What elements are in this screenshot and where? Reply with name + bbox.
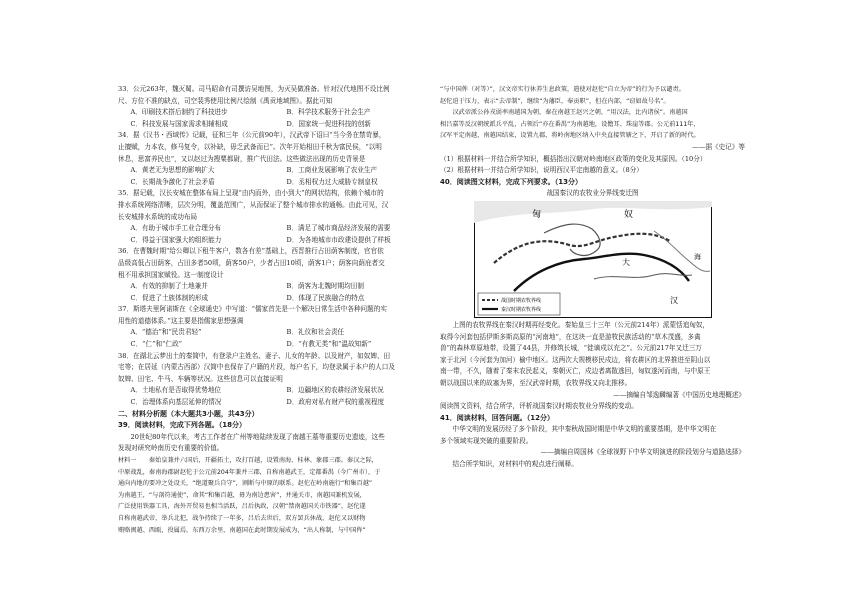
map-label: 大 (621, 257, 630, 267)
material-line: 贿赂闽越、西瓯，役属焉，东西万余里，南越国在此时期发展成为，“出人称制，与中国侔” (118, 526, 366, 534)
option-b: B．工商业发展影响了农业生产 (286, 166, 378, 175)
material-source: ——摘编自周国林《全球视野下中华文明演进的阶段划分与道路选择》 (540, 448, 745, 457)
options (118, 385, 430, 408)
option-c: C．得益于国家强大的组织能力 (130, 235, 222, 244)
options (118, 107, 430, 130)
option-b: B．边疆地区的农耕经济发展状况 (286, 386, 384, 395)
option-d: D．“有教无类”和“温故知新” (286, 340, 372, 349)
option-d: D．国家统一促进科技的创新 (286, 119, 371, 128)
map-text-line: 南一带，不久，随着了秦末农民起义，秦朝灭亡，戍边者离散逃回，匈奴遂河而南，与中原王 (440, 367, 711, 376)
question-35 (118, 188, 430, 246)
map-title: 战国秦汉的农牧业分界线变迁图 (546, 189, 639, 198)
question-39 (118, 420, 430, 536)
sub-question: 阅读图文资料，结合所学，评析战国秦汉时期农牧业分界线的变动。 (440, 402, 638, 411)
option-a: A．土地私有是否取得优势地位 (130, 386, 222, 395)
question-stem: 38．在湖北云梦出土的秦简中，有登录户主姓名、妻子、儿女的年龄、以及财产，如奴婢、田 (118, 351, 391, 360)
material-line: 中华文明的发展历经了多个阶段，其中秦秋战国时期是中华文明的重要基期，是中华文明在 (452, 425, 717, 434)
question-stem: 休息，思富养民也”，又以赵过为搜粟都尉，推广代田法。这些做法出现的历史背景是 (118, 154, 366, 163)
sub-question: （2）根据材料一并结合所学知识，说明西汉平定南越的意义。（8分） (440, 166, 643, 175)
question-stem: 奴婢、田宅、牛马、车辆等状况。这些信息可以直接证明 (118, 374, 283, 383)
map-label: 汉 (669, 295, 678, 305)
option-c: C．长期战争激化了社会矛盾 (130, 177, 215, 186)
option-c: C．促进了土族体制的形成 (130, 293, 209, 302)
option-a: A．“德治”和“民贵君轻” (130, 328, 202, 337)
material-line: 中原战乱，秦南海郡尉赵佗于公元前204年兼并三郡，自称南越武王，定都番禺（今广州市），于 (118, 468, 381, 476)
question-stem: 35．据记载，汉长安城在整体布局上呈现“由内而外，由小到大”的网状结构，依赖个城市的 (118, 189, 384, 198)
option-b: B．科学技术服务于社会生产 (286, 108, 371, 117)
question-stem: 止擅赋，力本农，修马复令，以补缺，毋乏武备而已”。次年开始相田千秋为富民侯，“以明 (118, 142, 382, 151)
material-source: ——摘编自邹逸麟编著《中国历史地理概述》 (613, 390, 745, 399)
option-d: D．政府对私有财产权的重视程度 (286, 398, 385, 407)
option-c: C．治理体系向基层延伸的情况 (130, 398, 222, 407)
map-text-line: 兽”的森林草原地带，设置了44县，并修筑长城，“徙谪戍以充之”。公元前217年又迁三万 (440, 344, 702, 353)
map-label: 奴 (623, 209, 633, 220)
question-stem: 品级高低占田荫客，占田多者50顷，荫客50户，少者占田10顷，荫客1户；荫客向荫庇者交 (118, 258, 385, 267)
question-stem: 尺、方位不准的缺点，司空裴秀使用比例尺绘制《禹贡地域图》。据此可知 (118, 96, 333, 105)
sub-question: 结合所学知识，对材料中的观点进行阐释。 (452, 460, 578, 469)
material-line: “与中国侔（对等）”，汉文帝实行休养生息政策，遣使对赵佗“自立为帝”的行为予以谴责。 (440, 86, 685, 93)
material-line: 材料一 秦始皇兼并六国后，开疆拓土，攻打百越，设置南海、桂林、象郡三郡。秦汉之际， (118, 457, 378, 464)
material-line: 为南越王，“与剖符通使”，命其“和集百越，毋为南边患害”，并通关市，南越国兼机发展， (118, 491, 366, 499)
boundary-map (474, 201, 712, 318)
options (118, 327, 430, 350)
material-line: 多个领域实现突破的重要阶段。 (440, 436, 533, 445)
question-33 (118, 84, 430, 130)
sub-question: （1）根据材料一并结合所学知识，概括指出汉朝对岭南地区政策的变化及其原因。（10分） (440, 154, 707, 163)
question-38 (118, 351, 430, 409)
option-d: D．为各地城市市政建设提供了样板 (286, 235, 391, 244)
intro-text: 20世纪80年代以来，考古工作者在广州等地陆续发现了南越王墓等重要历史遗迹，这些 (130, 432, 385, 441)
material-continued (440, 84, 745, 142)
map-text-line: 家于北河（今河套为加河）榆中地区。这两次大规模移民戍边，将农耕区的北界推进至阴山以 (440, 355, 711, 364)
question-34 (118, 130, 430, 188)
question-stem: 用性的道德体系。”这主要是指儒家思想强调 (118, 316, 244, 325)
material-source: ——据《史记》等 (692, 142, 745, 151)
option-a: A．有助于城市手工业合理分布 (130, 224, 222, 233)
options (118, 281, 430, 304)
option-b: B．礼仪和社会责任 (286, 328, 345, 337)
question-stem: 长安城排水系统的成功布局 (118, 212, 198, 221)
question-36 (118, 246, 430, 304)
material-line: 通向内地的要冲之处设关，“绝道聚兵自守”，割断与中原的联系。赵佗在岭南施行“和集百越” (118, 480, 373, 488)
map-text-line: 上图的农牧界线在秦汉时期再经变化。秦始皇三十三年（公元前214年）派蒙恬追匈奴， (452, 320, 710, 329)
section-heading: 二、材料分析题（本大题共3小题，共43分） (118, 409, 259, 418)
intro-text: 发现对研究岭南历史有重要的价值。 (118, 444, 224, 453)
option-a: A．有效的抑制了土地兼并 (130, 282, 208, 291)
option-a: A．印刷技术搭后制约了科技进步 (130, 108, 228, 117)
options (118, 223, 430, 246)
material-line: 相吕嘉等反汉朝统派兵平乱，占领后“亦在番禺”为南越地，设儋耳、珠崖等郡。公元前111年， (440, 120, 700, 128)
map-text-line: 取得今河套包括伊斯多斯高原的“河南地”，在这块一直是游牧民族活动的“草木茂盛，多禽 (440, 332, 701, 341)
question-title: 41．阅读材料，回答问题。（12分） (440, 413, 554, 422)
map-description (440, 320, 745, 390)
question-37 (118, 304, 430, 350)
question-stem: 37．斯塔夫里阿诺斯在《全球通史》中写道：“儒家首先是一个解决日常生活中各种问题的实 (118, 305, 387, 314)
options (118, 165, 430, 188)
option-b: B．满足了城市商品经济发展的需要 (286, 224, 391, 233)
material-line: 自称南越武帝，举兵北犯，战争持续了一年多，吕后去世后，双方罢兵休战，赵佗又以财物 (118, 514, 366, 522)
option-d: D．丞相权力过大威胁专制皇权 (286, 177, 378, 186)
question-stem: 租不用承担国家赋役。这一制度设计 (118, 270, 224, 279)
material-line: 广泛使用铁器工具，海外开贸易也相当活跃，吕后执政，汉朝“禁南越国关市铁器”，赵佗遂 (118, 503, 366, 511)
question-stem: 34．据《汉书・西域传》记载，征和三年（公元前90年），汉武帝下诏曰“当今务在禁苛暴， (118, 131, 386, 140)
legend-label: 战国时期农牧界线 (500, 297, 541, 304)
material-line: 赵佗迫于压力，表示“去帝制”，继续“为藩臣，奉贡职”，但在内部，“窃如故号名”。 (440, 97, 670, 105)
right-column (440, 84, 745, 471)
option-c: C．“仁”和“仁政” (130, 340, 183, 349)
option-d: D．体现了民族融合的特点 (286, 293, 365, 302)
question-stem: 33．公元263年，魏灭蜀。司马昭命有司撰访吴地图，为灭吴做准备。针对汉代地图不设比例 (118, 85, 390, 93)
left-column (118, 84, 430, 536)
question-title: 39．阅读材料，完成下列各题。（18分） (118, 421, 246, 430)
question-stem: 宅等；在居延（内蒙古西部）汉简中也保存了户籍的片段，每户名下，均登录属于本户的人口及 (118, 363, 395, 372)
legend-label: 秦汉时期农牧界线 (500, 306, 541, 313)
map-text-line: 朝以战国以来的故塞为界，至汉武帝时期，农牧界线又向北推移。 (440, 378, 632, 387)
question-stem: 36．在曹魏时期“给公卿以下租牛客户，数各有差”基础上，西晋推行占田荫客制度，官官依 (118, 247, 384, 256)
map-label: 匈 (531, 209, 541, 220)
material-one (118, 455, 430, 536)
option-a: A．黄老无为思想的影响扩大 (130, 166, 215, 175)
material-line: 汉军平定南越，南越国结束，设置九郡，将岭南地区纳入中央直接管辖之下，开启了新的时代。 (440, 132, 700, 140)
question-stem: 排水系统网络清晰，层次分明，覆盖范围广，从而保证了整个城市排水的通畅。由此可见，汉 (118, 200, 389, 209)
question-title: 40．阅读图文材料，完成下列要求。（13分） (440, 177, 582, 186)
material-line: 汉武帝派公孙戎弱率南越国为朝，秦在南越王赵兴之朝，“用汉法，比内诸侯”。南越国 (440, 109, 688, 117)
option-c: C．科技发展与国家需求相辅相成 (130, 119, 228, 128)
option-b: B．荫客为北魏时期均田制 (286, 282, 364, 291)
map-label: 海 (693, 252, 701, 261)
